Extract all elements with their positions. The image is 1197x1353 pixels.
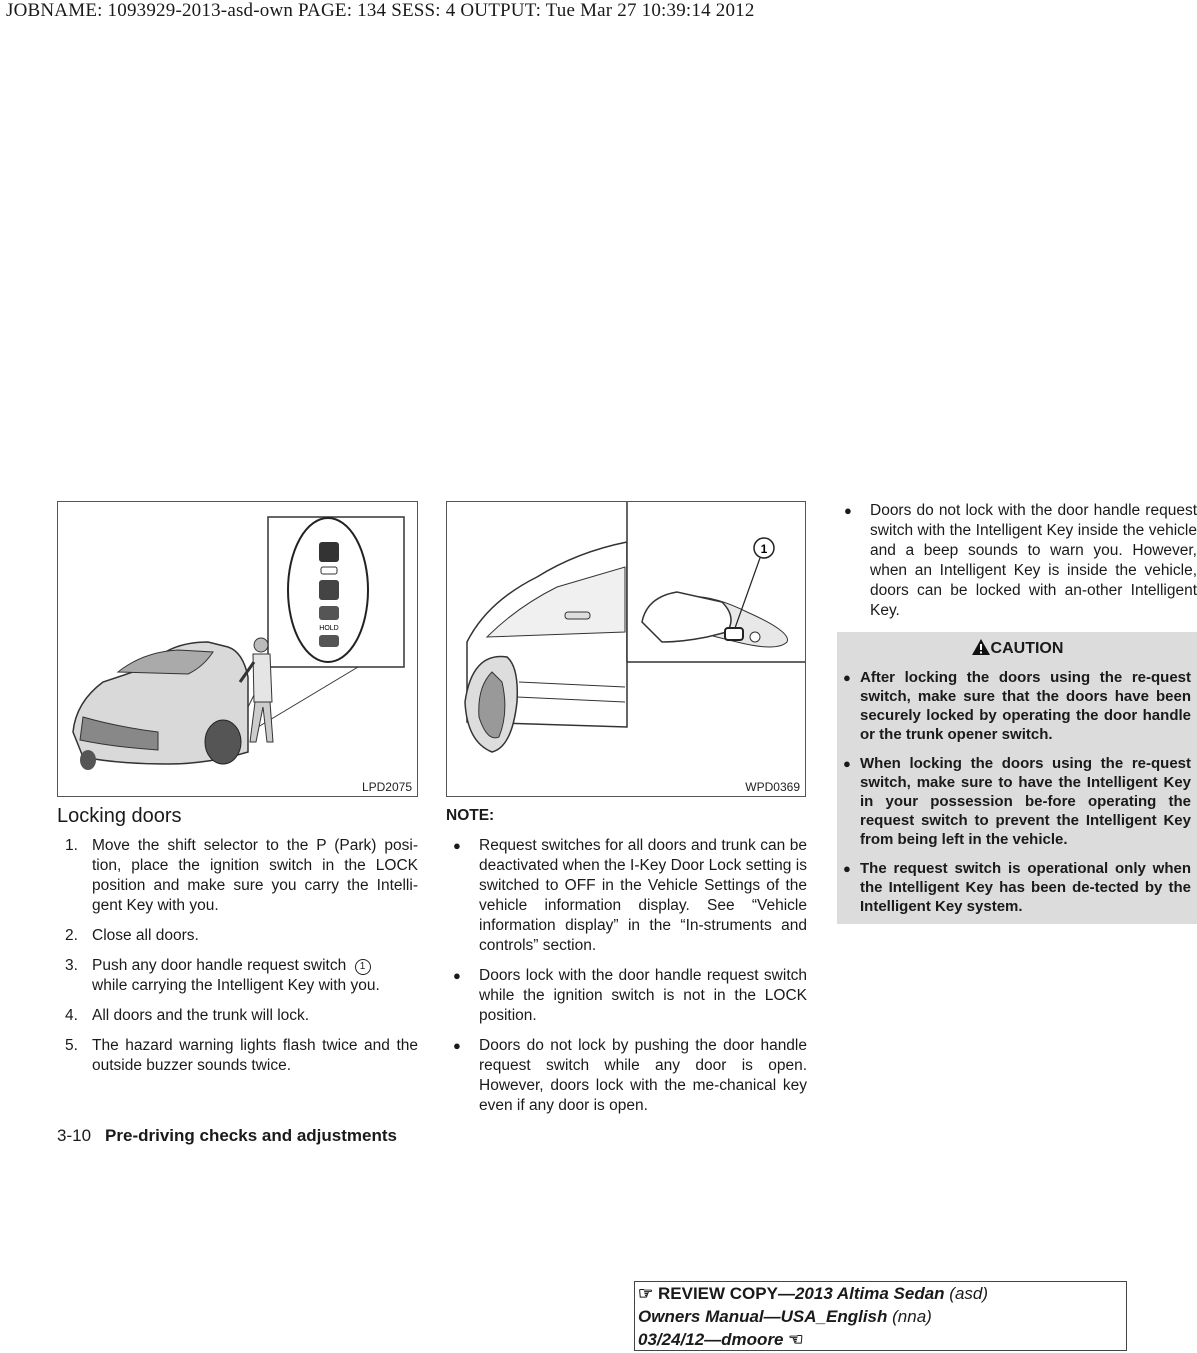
list-item: ● Request switches for all doors and trunk can be deactivated when the I-Key Door Lock setting is switched to OFF in the Vehicle Settings of the vehicle information display. See “Vehicle information display” in the “In-struments and controls” section. <box>453 837 807 954</box>
door-handle-illustration <box>447 502 805 796</box>
svg-text:HOLD: HOLD <box>319 625 339 632</box>
list-item: 1. Move the shift selector to the P (Park) posi-tion, place the ignition switch in the LOCK position and make sure you carry the Intelli-gent Key with you. <box>65 837 418 914</box>
note-section <box>446 806 807 1126</box>
locking-doors-heading: Locking doors <box>57 805 182 827</box>
right-note-section <box>837 501 1197 631</box>
caution-heading: CAUTION <box>837 632 1197 660</box>
car-and-key-fob-illustration <box>58 502 417 796</box>
note-list <box>446 836 807 1116</box>
list-item: ● The request switch is operational only when the Intelligent Key has been de-tected by the Intelligent Key system. <box>843 860 1191 915</box>
list-item: ● Doors do not lock by pushing the door handle request switch while any door is open. However, doors lock with the me-chanical key even if any door is open. <box>453 1037 807 1114</box>
svg-text:1: 1 <box>760 542 768 556</box>
list-item: ● Doors do not lock with the door handle request switch with the Intelligent Key inside the vehicle and a beep sounds to warn you. However, when an Intelligent Key is inside the vehicle, doors can be locked with an-other Intelligent Key. <box>844 502 1197 619</box>
list-item: 5. The hazard warning lights flash twice and the outside buzzer sounds twice. <box>65 1037 418 1074</box>
list-item: 3. Push any door handle request switch 1 while carrying the Intelligent Key with you. <box>65 957 380 994</box>
list-item: 4. All doors and the trunk will lock. <box>65 1007 310 1024</box>
locking-doors-section <box>57 806 418 1086</box>
figure-code: WPD0369 <box>745 780 800 794</box>
review-copy-stamp: ☞ REVIEW COPY—2013 Altima Sedan (asd) Owners Manual—USA_English (nna) 03/24/12—dmoore ☜ <box>634 1281 1127 1351</box>
caution-box <box>837 632 1197 924</box>
page-number: 3-10 <box>57 1126 92 1145</box>
list-item: ● When locking the doors using the re-quest switch, make sure to have the Intelligent Key in your possession be-fore operating the request switch to prevent the Intelligent Key from being left in the vehicle. <box>843 755 1191 848</box>
pointing-hand-left-icon: ☜ <box>788 1330 804 1349</box>
page-footer <box>57 1126 397 1146</box>
caution-list <box>837 668 1197 916</box>
figure-lpd2075 <box>57 501 418 797</box>
figure-code: LPD2075 <box>361 780 412 794</box>
right-list <box>837 501 1197 621</box>
list-item: ● After locking the doors using the re-quest switch, make sure that the doors have been securely locked by operating the door handle or the trunk opener switch. <box>843 669 1191 743</box>
warning-icon <box>971 638 991 656</box>
pointing-hand-icon: ☞ <box>638 1284 654 1303</box>
job-header-line: JOBNAME: 1093929-2013-asd-own PAGE: 134 SESS: 4 OUTPUT: Tue Mar 27 10:39:14 2012 <box>6 0 755 21</box>
section-title: Pre-driving checks and adjustments <box>105 1126 397 1145</box>
note-title: NOTE: <box>446 807 495 824</box>
list-item: 2. Close all doors. <box>65 927 199 944</box>
locking-steps-list <box>57 836 418 1076</box>
list-item: ● Doors lock with the door handle request switch while the ignition switch is not in the LOCK position. <box>453 967 807 1024</box>
figure-wpd0369 <box>446 501 806 797</box>
callout-marker: 1 <box>355 959 371 975</box>
